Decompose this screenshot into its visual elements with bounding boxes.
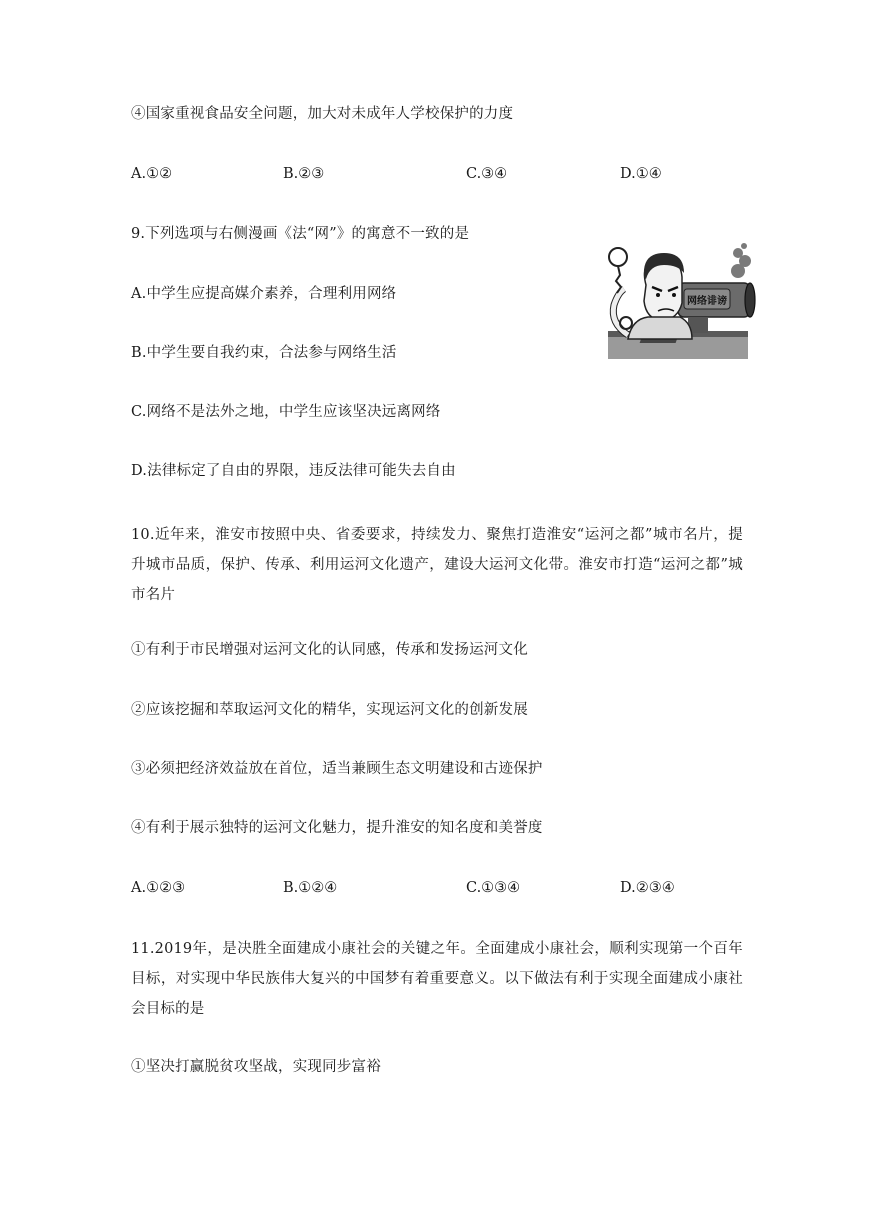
q8-option-a: A.①②	[131, 166, 173, 182]
q9-option-b: B.中学生要自我约束，合法参与网络生活	[131, 345, 397, 361]
q10-stem: 10.近年来，淮安市按照中央、省委要求，持续发力、聚焦打造淮安“运河之都”城市名片，提升城市品质，保护、传承、利用运河文化遗产，建设大运河文化带。淮安市打造“运河之都”城市名片	[131, 527, 743, 603]
q10-option-a: A.①②③	[131, 880, 186, 896]
q10-item-4: ④有利于展示独特的运河文化魅力，提升淮安的知名度和美誉度	[131, 820, 543, 836]
cartoon-smoke	[731, 243, 751, 278]
q10-option-d: D.②③④	[620, 880, 675, 896]
q8-option-b: B.②③	[283, 166, 325, 182]
cartoon-label: 网络诽谤	[687, 296, 727, 307]
q11-item-1: ①坚决打赢脱贫攻坚战，实现同步富裕	[131, 1059, 381, 1075]
cartoon-man	[613, 253, 692, 339]
law-net-cartoon-image	[588, 243, 756, 361]
q11-stem: 11.2019年，是决胜全面建成小康社会的关键之年。全面建成小康社会，顺利实现第一个百年目标，对实现中华民族伟大复兴的中国梦有着重要意义。以下做法有利于实现全面建成小康社会目标的是	[131, 941, 743, 1017]
q8-item-4: ④国家重视食品安全问题，加大对未成年人学校保护的力度	[131, 106, 514, 122]
q10-item-2: ②应该挖掘和萃取运河文化的精华，实现运河文化的创新发展	[131, 702, 528, 718]
q9-option-c: C.网络不是法外之地，中学生应该坚决远离网络	[131, 404, 441, 420]
q10-item-1: ①有利于市民增强对运河文化的认同感，传承和发扬运河文化	[131, 642, 528, 658]
q8-option-c: C.③④	[466, 166, 508, 182]
q10-item-3: ③必须把经济效益放在首位，适当兼顾生态文明建设和古迹保护	[131, 761, 543, 777]
q10-option-b: B.①②④	[283, 880, 338, 896]
q9-option-d: D.法律标定了自由的界限，违反法律可能失去自由	[131, 463, 456, 479]
q10-option-c: C.①③④	[466, 880, 521, 896]
q9-stem: 9.下列选项与右侧漫画《法“网”》的寓意不一致的是	[131, 226, 470, 242]
q8-option-d: D.①④	[620, 166, 662, 182]
q9-option-a: A.中学生应提高媒介素养，合理利用网络	[131, 286, 397, 302]
